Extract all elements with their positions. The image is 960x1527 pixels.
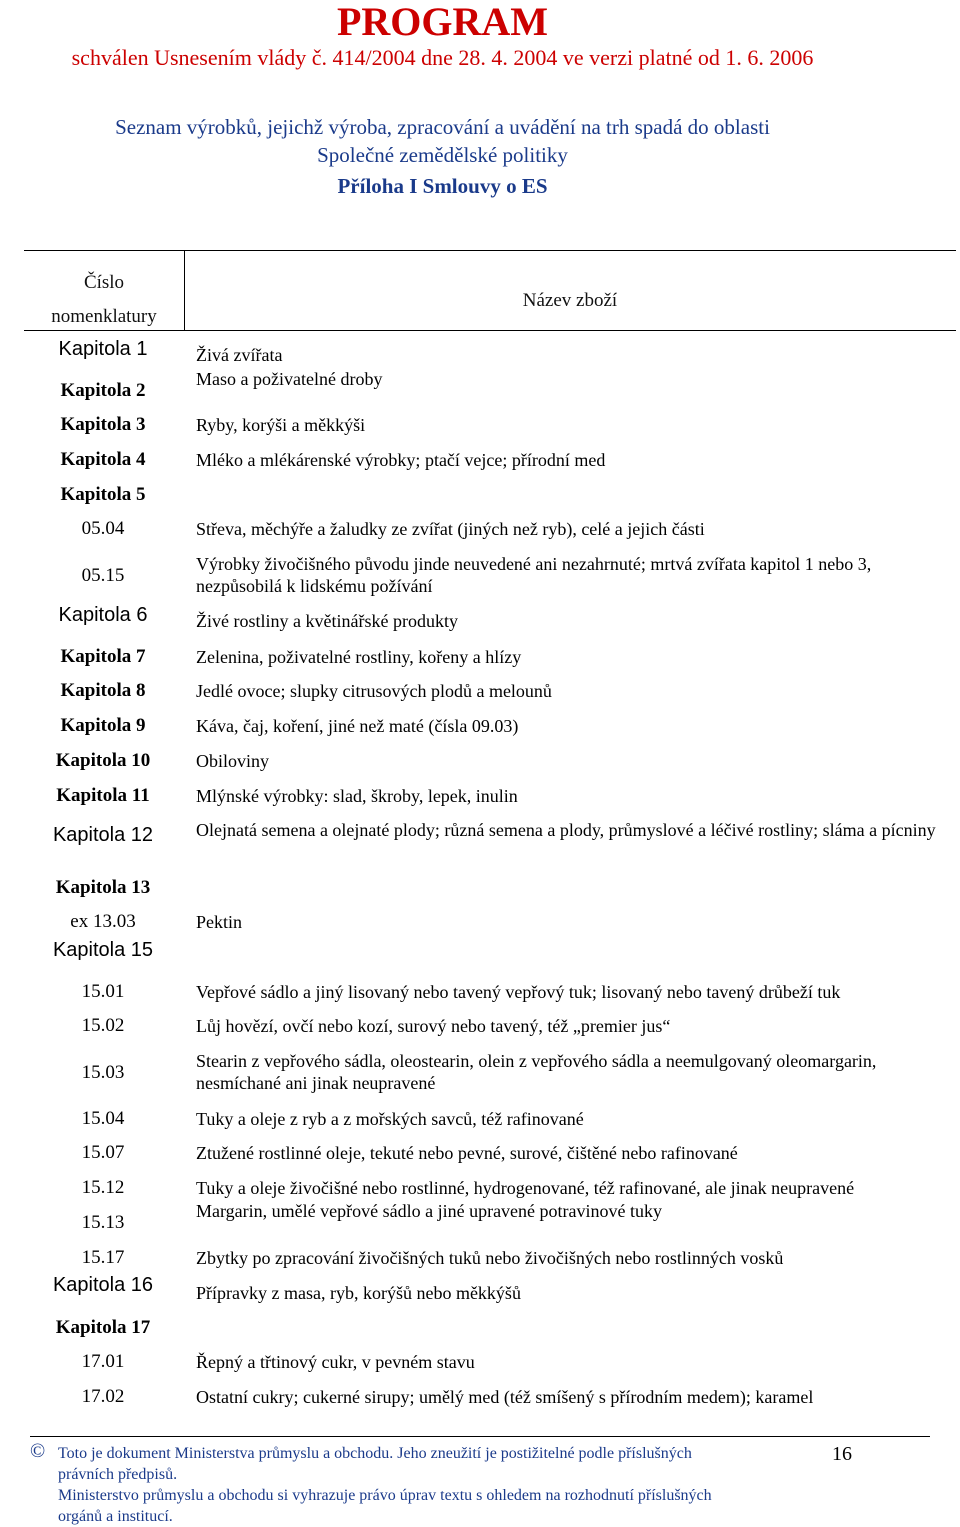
intro-heading: Příloha I Smlouvy o ES — [337, 174, 548, 198]
row-description: Živé rostliny a květinářské produkty — [196, 611, 458, 631]
intro-line-1: Seznam výrobků, jejichž výroba, zpracování a uvádění na trh spadá do oblasti — [115, 115, 770, 139]
row-description: Mléko a mlékárenské výrobky; ptačí vejce; přírodní med — [196, 450, 606, 470]
row-code: 15.03 — [81, 1062, 125, 1083]
footer-line-3: Ministerstvo průmyslu a obchodu si vyhrazuje právo úprav textu s ohledem na rozhodnutí příslušných — [58, 1487, 712, 1504]
column-header-number-1: Číslo — [83, 272, 125, 293]
column-header-name: Název zboží — [522, 290, 618, 311]
row-description: Margarin, umělé vepřové sádlo a jiné upravené potravinové tuky — [196, 1201, 663, 1221]
row-description: Káva, čaj, koření, jiné než maté (čísla 09.03) — [196, 716, 519, 736]
table-top-border — [24, 250, 956, 251]
row-code: 17.02 — [81, 1386, 125, 1407]
row-code: Kapitola 6 — [58, 604, 148, 626]
page-title: PROGRAM — [336, 0, 549, 44]
row-code: 15.12 — [81, 1177, 125, 1198]
footer-line-1: Toto je dokument Ministerstva průmyslu a obchodu. Jeho zneužití je postižitelné podle příslušných — [58, 1445, 692, 1462]
row-code: Kapitola 3 — [60, 414, 146, 435]
copyright-icon: © — [30, 1440, 46, 1462]
row-description: Pektin — [196, 912, 243, 932]
column-header-number-2: nomenklatury — [51, 306, 157, 327]
row-description: Vepřové sádlo a jiný lisovaný nebo tavený vepřový tuk; lisovaný nebo tavený drůbeží tuk — [196, 982, 841, 1002]
page-subtitle: schválen Usnesením vlády č. 414/2004 dne 28. 4. 2004 ve verzi platné od 1. 6. 2006 — [71, 45, 814, 70]
row-code: Kapitola 13 — [55, 877, 151, 898]
row-code: 15.13 — [81, 1212, 125, 1233]
row-description: Ryby, korýši a měkkýši — [196, 415, 366, 435]
table-header-bottom-border — [24, 330, 956, 331]
row-code: Kapitola 16 — [52, 1274, 154, 1296]
page-number: 16 — [832, 1443, 852, 1465]
intro-line-2: Společné zemědělské politiky — [317, 143, 568, 167]
row-code: Kapitola 9 — [60, 715, 146, 736]
row-description: Přípravky z masa, ryb, korýšů nebo měkkýšů — [196, 1283, 521, 1303]
row-code: Kapitola 5 — [60, 484, 146, 505]
row-description: Mlýnské výrobky: slad, škroby, lepek, inulin — [196, 786, 518, 806]
row-description: Tuky a oleje z ryb a z mořských savců, též rafinované — [196, 1109, 584, 1129]
row-code: Kapitola 10 — [55, 750, 151, 771]
row-description: Živá zvířata — [196, 345, 283, 365]
footer-line-4: orgánů a institucí. — [58, 1508, 173, 1525]
row-code: Kapitola 4 — [60, 449, 146, 470]
row-code: Kapitola 17 — [55, 1317, 151, 1338]
row-code: 15.01 — [81, 981, 125, 1002]
row-description: Výrobky živočišného původu jinde neuvedené ani nezahrnuté; mrtvá zvířata kapitol 1 nebo 3, nezpůsobilá k lidskému požívání — [196, 554, 872, 596]
row-description: Jedlé ovoce; slupky citrusových plodů a melounů — [196, 681, 552, 701]
row-description: Řepný a třtinový cukr, v pevném stavu — [196, 1352, 475, 1372]
row-description: Zelenina, poživatelné rostliny, kořeny a hlízy — [196, 647, 522, 667]
row-code: Kapitola 8 — [60, 680, 146, 701]
row-code: 17.01 — [81, 1351, 125, 1372]
row-description: Tuky a oleje živočišné nebo rostlinné, hydrogenované, též rafinované, ale jinak neupravené — [196, 1178, 855, 1198]
row-code: 15.17 — [81, 1247, 125, 1268]
row-description: Zbytky po zpracování živočišných tuků nebo živočišných nebo rostlinných vosků — [196, 1248, 784, 1268]
row-code: Kapitola 7 — [60, 646, 146, 667]
row-code: 05.15 — [81, 565, 125, 586]
row-description: Obiloviny — [196, 751, 270, 771]
row-description: Ztužené rostlinné oleje, tekuté nebo pevné, surové, čištěné nebo rafinované — [196, 1143, 738, 1163]
row-description: Maso a poživatelné droby — [196, 369, 383, 389]
row-code: 05.04 — [81, 518, 125, 539]
footer-rule-right — [820, 1436, 930, 1437]
row-description: Střeva, měchýře a žaludky ze zvířat (jiných než ryb), celé a jejich části — [196, 519, 705, 539]
row-description: Stearin z vepřového sádla, oleostearin, olein z vepřového sádla a neemulgovaný oleomargarin, nesmíchané ani jinak neupravené — [196, 1051, 877, 1093]
row-description: Lůj hovězí, ovčí nebo kozí, surový nebo tavený, též „premier jus“ — [196, 1016, 671, 1036]
row-code: ex 13.03 — [70, 911, 136, 932]
row-description: Ostatní cukry; cukerné sirupy; umělý med (též smíšený s přírodním medem); karamel — [196, 1387, 814, 1407]
row-code: Kapitola 2 — [60, 380, 146, 401]
footer-rule-left — [30, 1436, 820, 1437]
row-description: Olejnatá semena a olejnaté plody; různá semena a plody, průmyslové a léčivé rostliny; sláma a pícniny — [196, 820, 936, 840]
row-code: Kapitola 11 — [56, 785, 150, 806]
row-code: Kapitola 15 — [52, 939, 154, 961]
row-code: Kapitola 12 — [52, 824, 154, 846]
row-code: 15.04 — [81, 1108, 125, 1129]
footer-line-2: právních předpisů. — [58, 1466, 178, 1483]
row-code: 15.07 — [81, 1142, 125, 1163]
row-code: 15.02 — [81, 1015, 125, 1036]
row-code: Kapitola 1 — [58, 338, 148, 360]
